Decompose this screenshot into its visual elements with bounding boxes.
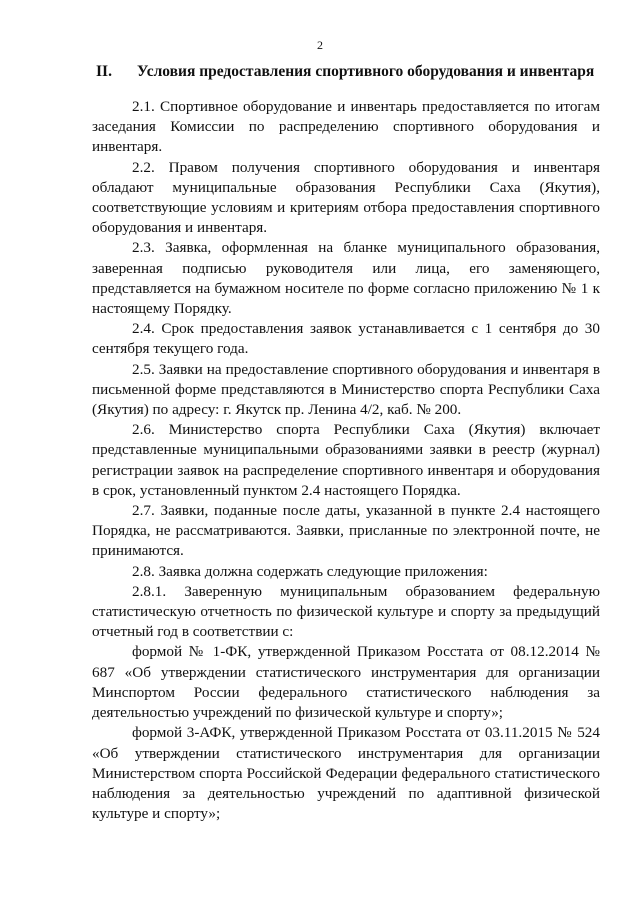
paragraph-2-3: 2.3. Заявка, оформленная на бланке муниципального образования, заверенная подписью руководителя или лица, его заменяющего, представляется на бумажном носителе по форме согласно приложению № 1 к настоящему Порядку. xyxy=(92,239,600,318)
section-title: Условия предоставления спортивного оборудования и инвентаря xyxy=(137,63,595,80)
page-number: 2 xyxy=(317,38,323,52)
paragraph-2-5: 2.5. Заявки на предоставление спортивного оборудования и инвентаря в письменной форме представляются в Министерство спорта Республики Саха (Якутия) по адресу: г. Якутск пр. Ленина 4/2, каб. № 200. xyxy=(92,360,600,419)
paragraph-2-2: 2.2. Правом получения спортивного оборудования и инвентаря обладают муниципальные образования Республики Саха (Якутия), соответствующие условиям и критериям отбора предоставления спортивного оборудования и инвентаря. xyxy=(92,158,600,237)
paragraph-2-4: 2.4. Срок предоставления заявок устанавливается с 1 сентября до 30 сентября текущего года. xyxy=(92,320,600,358)
paragraph-2-1: 2.1. Спортивное оборудование и инвентарь предоставляется по итогам заседания Комиссии по распределению спортивного оборудования и инвентаря. xyxy=(92,98,600,156)
paragraph-2-7: 2.7. Заявки, поданные после даты, указанной в пункте 2.4 настоящего Порядка, не рассматриваются. Заявки, присланные по электронной почте, не принимаются. xyxy=(92,502,600,560)
paragraph-2-6: 2.6. Министерство спорта Республики Саха (Якутия) включает представленные муниципальными образованиями заявки в реестр (журнал) регистрации заявок на распределение спортивного инвентаря и оборудования в срок, установленный пунктом 2.4 настоящего Порядка. xyxy=(92,421,600,499)
document-body xyxy=(92,97,600,824)
section-heading xyxy=(96,63,596,81)
paragraph-2-8-1: 2.8.1. Заверенную муниципальным образованием федеральную статистическую отчетность по физической культуре и спорту за предыдущий отчетный год в соответствии с: xyxy=(92,582,600,641)
paragraph-2-8: 2.8. Заявка должна содержать следующие приложения: xyxy=(132,562,488,580)
paragraph-form-1-fk: формой № 1-ФК, утвержденной Приказом Росстата от 08.12.2014 № 687 «Об утверждении статистического инструментария для организации Минспортом России федерального статистического наблюдения за деятельностью учреждений по физической культуре и спорту»; xyxy=(92,643,600,722)
paragraph-form-3-afk: формой 3-АФК, утвержденной Приказом Росстата от 03.11.2015 № 524 «Об утверждении статистического инструментария для организации Министерством спорта Российской Федерации федерального статистического наблюдения за деятельностью учреждений по адаптивной физической культуре и спорту»; xyxy=(92,724,600,823)
section-number: II. xyxy=(96,63,112,80)
